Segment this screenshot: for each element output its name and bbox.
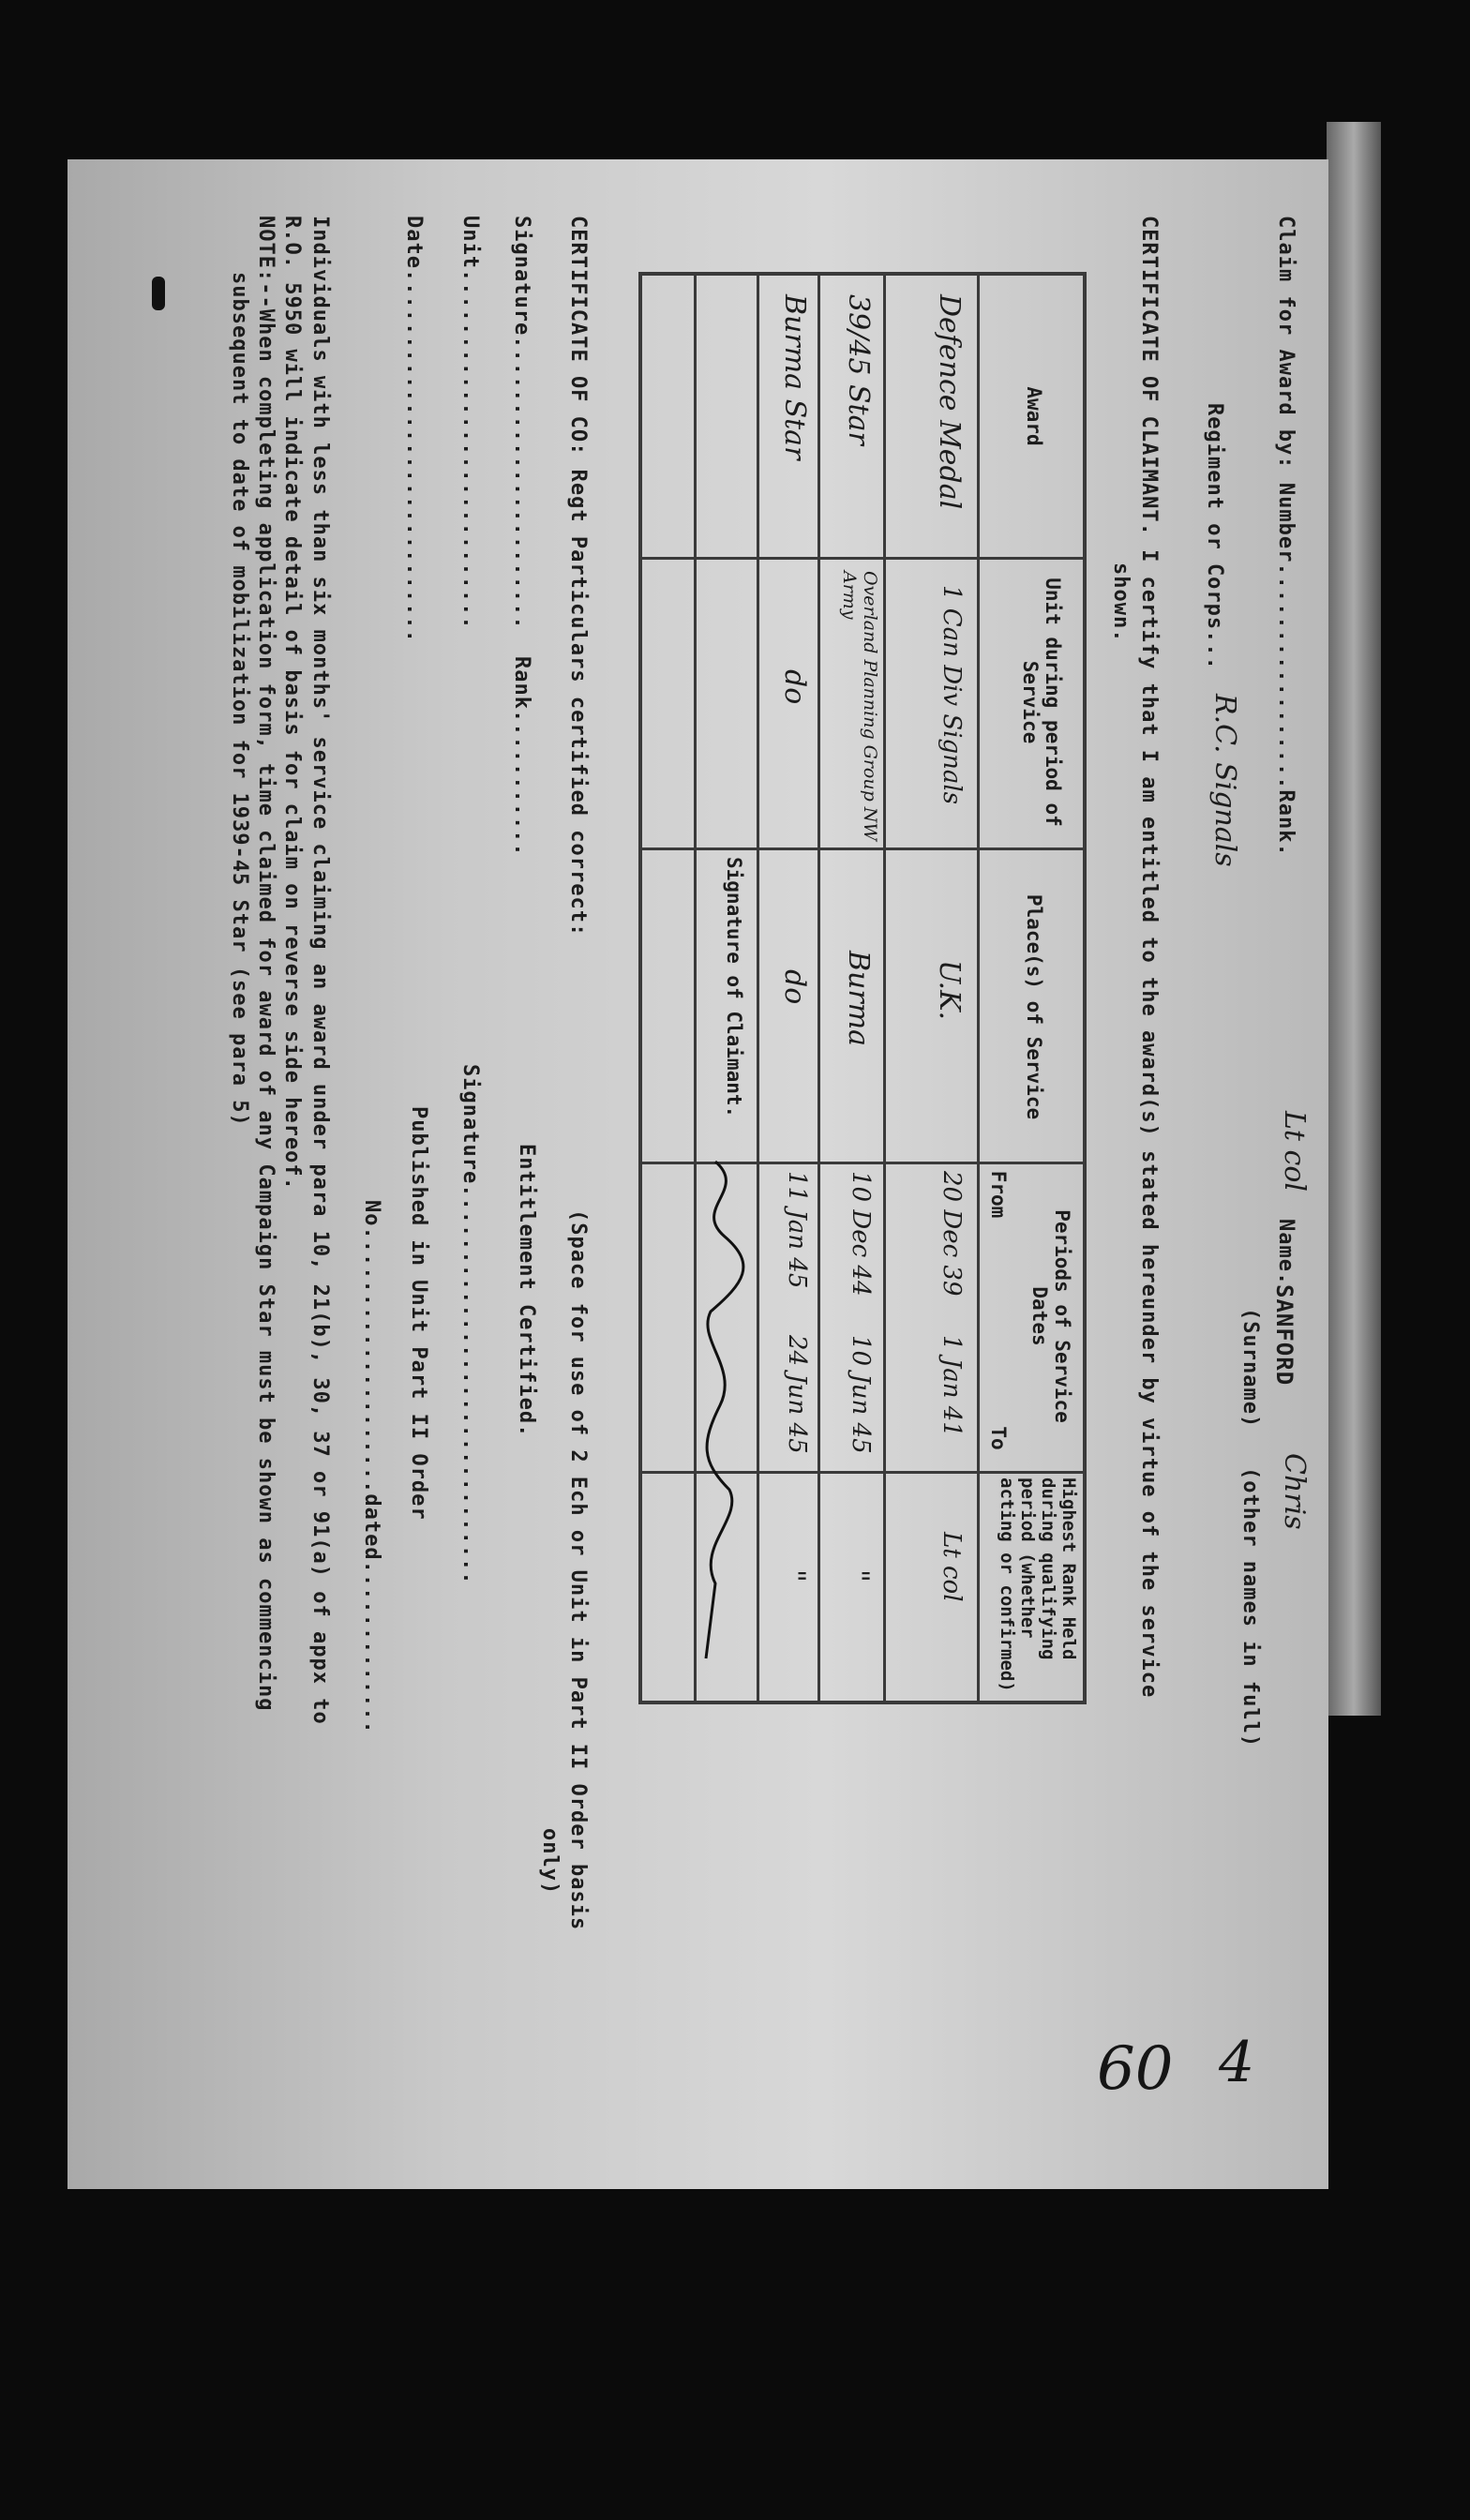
- claimant-signature: [687, 1152, 753, 1677]
- note-line4: subsequent to date of mobilization for 1939-45 Star (see para 5): [228, 272, 251, 1127]
- row3-award: Burma Star: [778, 294, 811, 460]
- note-line3: NOTE:--When completing application form, time claimed for award of any Campaign Star must be shown as commencing: [254, 216, 278, 1712]
- entitlement-certified: Entitlement Certified.: [515, 1144, 538, 1438]
- header-divider: [977, 276, 980, 1701]
- regiment-label: Regiment or Corps...: [1203, 403, 1226, 670]
- header-unit: Unit during period of Service: [1019, 578, 1064, 827]
- reference-number: 60: [1097, 2034, 1174, 2104]
- row1-place: U.K.: [933, 960, 966, 1021]
- note-line1: Individuals with less than six months' service claiming an award under para 10, 21(b), 30, 37 or 91(a) of appx to: [308, 216, 332, 1725]
- row1-unit: 1 Can Div Signals: [938, 585, 966, 804]
- co-signature-label: Signature......................: [510, 216, 533, 630]
- regiment-value: R.C. Signals: [1208, 694, 1241, 867]
- co-date-label: Date............................: [402, 216, 426, 643]
- header-rank: Highest Rank Held during qualifying period (whether acting or confirmed): [997, 1478, 1079, 1692]
- header-award: Award: [1023, 386, 1045, 446]
- row2-from: 10 Dec 44: [847, 1171, 875, 1297]
- row3-unit: do: [778, 669, 811, 705]
- right-signature-label: Signature..............................: [458, 1064, 482, 1585]
- header-from: From: [987, 1170, 1010, 1219]
- claimant-signature-label: Signature of Claimant.: [723, 857, 745, 1118]
- col-divider-unit: [642, 557, 1083, 560]
- row2-award: 39/45 Star: [842, 294, 875, 445]
- claim-label: Claim for Award by: Number.................Rank.: [1274, 216, 1298, 857]
- row2-to: 10 Jun 45: [847, 1335, 875, 1454]
- service-table: [638, 272, 1087, 1704]
- row2-unit: Overland Planning Group NW Army: [839, 571, 880, 841]
- row-divider-3: [757, 276, 759, 1701]
- co-unit-label: Unit...........................: [458, 216, 482, 630]
- row1-rank: Lt col: [938, 1532, 966, 1602]
- co-rank-label: Rank...........: [510, 656, 533, 857]
- surname-value: SANFORD: [1271, 1284, 1298, 1387]
- certificate-claimant-line1: CERTIFICATE OF CLAIMANT. I certify that I am entitled to the award(s) stated hereunder by virtue of the service: [1137, 216, 1161, 1699]
- space-note-line1: (Space for use of 2 Ech or Unit in Part II Order basis: [566, 1209, 590, 1931]
- row1-from: 20 Dec 39: [938, 1171, 966, 1297]
- row-divider-1: [883, 276, 886, 1701]
- row3-to: 24 Jun 45: [783, 1335, 811, 1454]
- header-periods: Periods of Service Dates: [1028, 1209, 1073, 1423]
- name-label: Name.: [1274, 1219, 1298, 1286]
- row2-place: Burma: [842, 951, 875, 1047]
- row-divider-2: [818, 276, 820, 1701]
- row3-from: 11 Jan 45: [783, 1171, 811, 1289]
- reference-mark: 4: [1219, 2030, 1255, 2095]
- header-place: Place(s) of Service: [1023, 893, 1045, 1120]
- row3-place: do: [778, 969, 811, 1005]
- other-names-value: Chris: [1278, 1453, 1311, 1530]
- surname-caption: (Surname): [1238, 1308, 1262, 1429]
- rank-value: Lt col: [1278, 1111, 1311, 1192]
- note-line2: R.O. 5950 will indicate detail of basis for claim on reverse side hereof.: [280, 216, 304, 1191]
- row1-award: Defence Medal: [933, 294, 966, 510]
- no-dated-label: No....................dated.............: [360, 1200, 383, 1734]
- row2-rank: ": [842, 1569, 875, 1582]
- certificate-claimant-line2: shown.: [1109, 562, 1132, 643]
- other-names-caption: (other names in full): [1238, 1467, 1262, 1748]
- row3-rank: ": [778, 1569, 811, 1582]
- published-label: Published in Unit Part II Order: [407, 1106, 430, 1521]
- col-divider-place: [642, 848, 1083, 850]
- co-certificate: CERTIFICATE OF CO: Regt Particulars certified correct:: [566, 216, 590, 938]
- rotated-form-content: [88, 216, 1311, 2175]
- film-edge-strip: [1327, 122, 1381, 1716]
- space-note-line2: only): [538, 1828, 562, 1896]
- row1-to: 1 Jan 41: [938, 1335, 966, 1437]
- header-to: To: [987, 1426, 1010, 1450]
